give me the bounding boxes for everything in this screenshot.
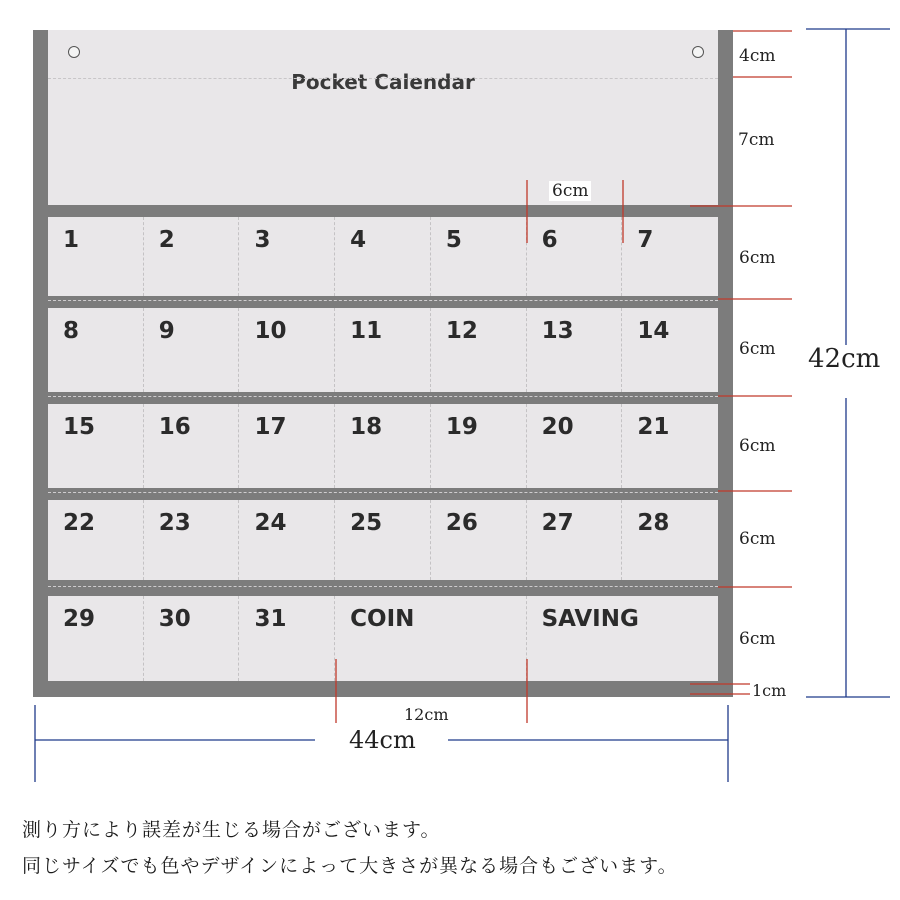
dim-pocket-width: 6cm <box>549 181 591 201</box>
eyelet-right-icon <box>692 46 704 58</box>
pocket-day: 10 <box>239 308 335 392</box>
note-line-2: 同じサイズでも色やデザインによって大きさが異なる場合もございます。 <box>22 855 678 877</box>
pocket-day: 3 <box>239 217 335 296</box>
pocket-day: 16 <box>144 404 240 488</box>
pocket-day: 8 <box>48 308 144 392</box>
pocket-day: 11 <box>335 308 431 392</box>
pocket-day: 26 <box>431 500 527 580</box>
pocket-day: 27 <box>527 500 623 580</box>
row-stitch <box>48 586 718 587</box>
pocket-day: 25 <box>335 500 431 580</box>
dim-row-1: 6cm <box>739 248 776 268</box>
pocket-coin: COIN <box>335 596 526 681</box>
pocket-day: 30 <box>144 596 240 681</box>
dim-bottom: 1cm <box>752 681 787 700</box>
note-line-1: 測り方により誤差が生じる場合がございます。 <box>22 819 441 841</box>
pocket-row-5 <box>48 596 718 681</box>
dim-header-body: 7cm <box>738 130 775 150</box>
dim-row-3: 6cm <box>739 436 776 456</box>
pocket-day: 29 <box>48 596 144 681</box>
pocket-row-2 <box>48 308 718 392</box>
pocket-day: 22 <box>48 500 144 580</box>
pocket-day: 5 <box>431 217 527 296</box>
pocket-row-1 <box>48 217 718 296</box>
calendar-title: Pocket Calendar <box>291 70 475 94</box>
pocket-day: 7 <box>637 227 654 253</box>
pocket-row-3 <box>48 404 718 488</box>
pocket-day: 1 <box>48 217 144 296</box>
dim-row-2: 6cm <box>739 339 776 359</box>
pocket-day: 21 <box>637 414 670 440</box>
pocket-day: 14 <box>637 318 670 344</box>
pocket-saving: SAVING <box>541 606 639 632</box>
dim-header-top: 4cm <box>739 46 776 66</box>
dim-row-5: 6cm <box>739 629 776 649</box>
pocket-day: 2 <box>144 217 240 296</box>
row-stitch <box>48 300 718 301</box>
pocket-day: 13 <box>527 308 623 392</box>
row-stitch <box>48 396 718 397</box>
dim-total-width: 44cm <box>349 726 416 754</box>
pocket-day: 20 <box>527 404 623 488</box>
pocket-day: 28 <box>637 510 670 536</box>
dim-coin-width: 12cm <box>404 705 449 724</box>
calendar-header <box>48 30 718 205</box>
pocket-day: 6 <box>527 217 623 296</box>
row-stitch <box>48 492 718 493</box>
pocket-day: 18 <box>335 404 431 488</box>
pocket-day: 19 <box>431 404 527 488</box>
pocket-day: 9 <box>144 308 240 392</box>
dim-total-height: 42cm <box>808 344 881 374</box>
pocket-day: 15 <box>48 404 144 488</box>
eyelet-left-icon <box>68 46 80 58</box>
pocket-day: 31 <box>239 596 335 681</box>
header-stitch <box>48 78 718 79</box>
pocket-day: 24 <box>239 500 335 580</box>
dim-row-4: 6cm <box>739 529 776 549</box>
pocket-day: 4 <box>335 217 431 296</box>
pocket-day: 23 <box>144 500 240 580</box>
pocket-row-4 <box>48 500 718 580</box>
pocket-day: 12 <box>431 308 527 392</box>
pocket-day: 17 <box>239 404 335 488</box>
